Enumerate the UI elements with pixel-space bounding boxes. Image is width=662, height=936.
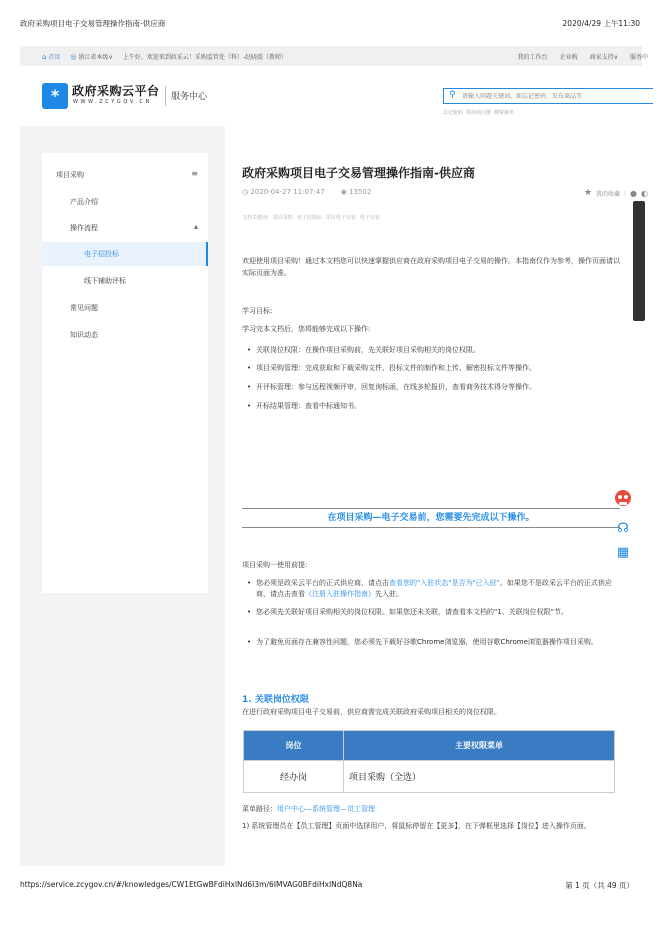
favorite-label[interactable]: 我的收藏 bbox=[595, 190, 620, 198]
star-icon[interactable]: ★ bbox=[583, 188, 592, 198]
greeting-text: 上午好，欢迎来到政采云！采购监管处（科）-赵晓霞（教师） bbox=[122, 54, 287, 61]
search-box[interactable] bbox=[443, 88, 653, 104]
table-row bbox=[244, 761, 615, 793]
sidebar-item-offline-evaluation[interactable]: 线下辅助评标 bbox=[84, 277, 126, 285]
sidebar-item-project-procurement[interactable]: 项目采购 ≡ bbox=[56, 169, 198, 179]
permission-table bbox=[243, 730, 615, 793]
article-actions bbox=[584, 188, 648, 198]
column-header: 主要权限菜单 bbox=[344, 731, 615, 761]
keyword-tags bbox=[242, 214, 380, 221]
search-input[interactable] bbox=[462, 90, 647, 102]
intro-paragraph: 欢迎使用项目采购！通过本文档您可以快速掌握供应商在政府采购项目电子交易的操作。本指南仅作为参考，操作页面请以实际页面为准。 bbox=[242, 257, 620, 277]
menu-icon[interactable]: ≡ bbox=[191, 169, 198, 178]
list-item: • 项目采购管理：完成获取和下载采购文件、投标文件的制作和上传、解密投标文件等操作。 bbox=[256, 363, 622, 374]
list-item: • 关联岗位权限：在操作项目采购前，先关联好项目采购相关的岗位权限。 bbox=[256, 345, 622, 356]
sidebar-nav bbox=[42, 153, 208, 593]
column-header: 岗位 bbox=[244, 731, 344, 761]
print-title: 政府采购项目电子交易管理操作指南-供应商 bbox=[20, 19, 166, 28]
headset-icon[interactable]: ☊ bbox=[617, 521, 629, 536]
view-count: ◉ 13502 bbox=[340, 188, 372, 196]
print-header bbox=[0, 0, 662, 40]
table-cell: 经办岗 bbox=[244, 761, 344, 793]
list-item: • 开标结果管理：查看中标通知书。 bbox=[256, 401, 622, 412]
page-title: 政府采购项目电子交易管理操作指南-供应商 bbox=[242, 166, 475, 180]
service-center-link[interactable]: 服务中 bbox=[629, 54, 648, 61]
sidebar-item-product-intro[interactable]: 产品介绍 bbox=[70, 198, 98, 206]
tag[interactable]: 项目电子交易 bbox=[325, 215, 356, 221]
tag[interactable]: 电子交易 bbox=[359, 215, 380, 221]
article-panel bbox=[225, 126, 648, 866]
sidebar-item-electronic-bidding[interactable]: 电子招投标 bbox=[42, 242, 208, 266]
scroll-rail[interactable] bbox=[633, 201, 645, 321]
home-link[interactable]: ⌂ 首页 bbox=[42, 53, 61, 61]
service-center-title: 服务中心 bbox=[171, 92, 208, 102]
merchant-support-menu[interactable]: 商家支持∨ bbox=[589, 54, 618, 61]
home-icon: ⌂ bbox=[42, 53, 47, 61]
divider bbox=[165, 86, 166, 106]
tag[interactable]: 电子招投标 bbox=[296, 215, 322, 221]
table-cell: 项目采购（全选） bbox=[344, 761, 615, 793]
table-header-row bbox=[244, 731, 615, 761]
search-icon: ⚲ bbox=[449, 90, 456, 100]
list-item: • 您必须先关联好项目采购相关的岗位权限。如果您还未关联，请查看本文档的"1、关联岗位权限"节。 bbox=[256, 607, 622, 618]
website-viewport bbox=[20, 46, 648, 866]
page-number: 第 1 页（共 49 页） bbox=[565, 881, 634, 890]
hot-search-words bbox=[443, 109, 514, 116]
print-url: https://service.zcygov.cn/#/knowledges/CW1EtGwBFdiHxlNd6I3m/6IMVAG0BFdiHxlNdQ8Na bbox=[20, 880, 363, 889]
hotword-link[interactable]: 供应商注册 bbox=[466, 110, 492, 116]
section-text: 在进行政府采购项目电子交易前，供应商需完成关联政府采购项目相关的岗位权限。 bbox=[242, 708, 501, 716]
hotword-link[interactable]: 忘记密码 bbox=[443, 110, 464, 116]
print-datetime: 2020/4/29 上午11:30 bbox=[562, 19, 640, 28]
section-heading: 1. 关联岗位权限 bbox=[242, 695, 309, 705]
logo-title[interactable]: 政府采购云平台 bbox=[72, 84, 160, 98]
region-selector[interactable]: ◎ 浙江省本级∨ bbox=[70, 53, 113, 61]
qrcode-icon[interactable]: ▦ bbox=[616, 545, 630, 560]
sidebar-item-operation-flow[interactable]: 操作流程 ▴ bbox=[70, 222, 198, 232]
list-item: • 您必须是政采云平台的正式供应商，请点击查看您的"入驻状态"是否为"已入驻"。如果您不是政采云平台的正式供应商，请点击查看《注册入驻操作指南》先入驻。 bbox=[256, 578, 622, 600]
top-utility-bar bbox=[20, 46, 648, 66]
list-item: • 为了避免页面存在兼容性问题，您必须先下载好谷歌Chrome浏览器，使用谷歌Chrome浏览器操作项目采购。 bbox=[256, 637, 622, 648]
registration-guide-link[interactable]: 《注册入驻操作指南》 bbox=[305, 590, 375, 598]
tag-label: 文档关键词: bbox=[242, 215, 269, 221]
logo-subtitle: WWW.ZCYGOV.CN bbox=[73, 99, 152, 105]
enterprise-purchase-link[interactable]: 企业购 bbox=[559, 54, 578, 61]
menu-path: 菜单路径：用户中心—系统管理—员工管理 bbox=[242, 805, 375, 813]
divider: | bbox=[624, 189, 627, 197]
mascot-icon[interactable] bbox=[608, 486, 638, 512]
hotword-link[interactable]: 物资报名 bbox=[494, 110, 515, 116]
goal-heading: 学习目标: bbox=[242, 307, 273, 315]
sidebar-item-faq[interactable]: 常见问题 bbox=[70, 304, 98, 312]
weibo-icon[interactable]: ◐ bbox=[641, 188, 648, 198]
mascot-icon bbox=[612, 486, 634, 508]
goal-lead: 学习完本文档后，您将能够完成以下操作: bbox=[242, 325, 371, 333]
section-banner: 在项目采购—电子交易前，您需要先完成以下操作。 bbox=[242, 508, 620, 528]
list-item: • 开评标管理：参与远程视频评审，回复询标函，在线多轮报价，查看商务技术得分等操作。 bbox=[256, 382, 622, 393]
prereq-heading: 项目采购一使用前提: bbox=[242, 561, 308, 569]
logo-icon[interactable]: * bbox=[42, 83, 68, 109]
step-text: 1) 系统管理员在【员工管理】页面中选择用户，将鼠标停留在【更多】，在下弹框里选择【岗位】进入操作页面。 bbox=[242, 822, 591, 830]
tag[interactable]: 项目采购 bbox=[272, 215, 293, 221]
article-meta bbox=[242, 188, 371, 196]
wechat-icon[interactable]: ● bbox=[630, 188, 638, 198]
publish-date: ◷ 2020-04-27 11:07:47 bbox=[242, 188, 325, 196]
location-pin-icon: ◎ bbox=[70, 53, 77, 61]
sidebar-item-knowledge-news[interactable]: 知识动态 bbox=[70, 331, 98, 339]
workbench-link[interactable]: 我的工作台 bbox=[517, 54, 548, 61]
entry-status-link[interactable]: 查看您的"入驻状态"是否为"已入驻" bbox=[389, 579, 500, 587]
main-header bbox=[20, 66, 642, 126]
menu-path-link[interactable]: 用户中心—系统管理—员工管理 bbox=[277, 805, 375, 813]
chevron-up-icon: ▴ bbox=[193, 222, 198, 231]
